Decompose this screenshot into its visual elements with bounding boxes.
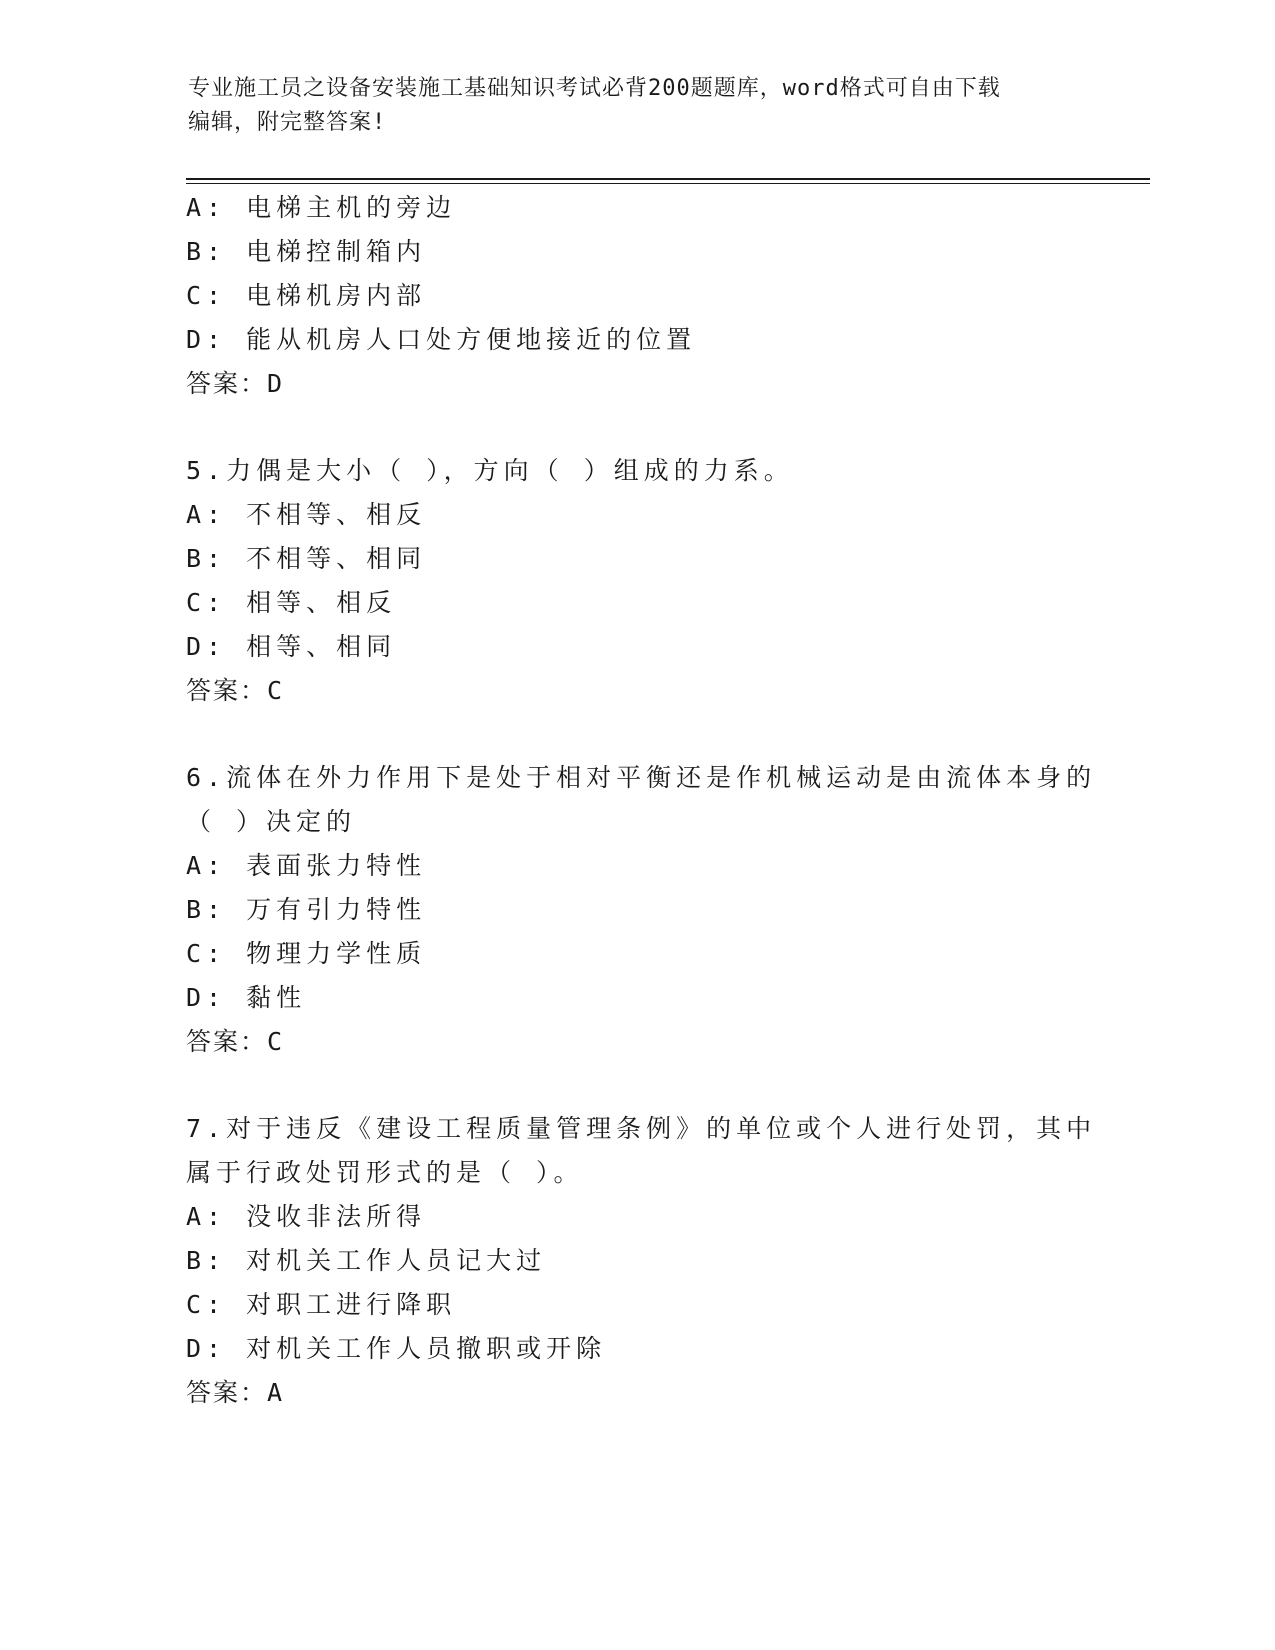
- q4-answer: 答案：D: [186, 369, 285, 398]
- q4-option-a: A: 电梯主机的旁边: [186, 193, 457, 222]
- q6-option-c: C: 物理力学性质: [186, 939, 427, 968]
- q6-stem-line2: （ ）决定的: [186, 807, 357, 836]
- q7-option-a: A: 没收非法所得: [186, 1202, 427, 1231]
- header-rule-thick: [186, 178, 1150, 180]
- q6-answer: 答案：C: [186, 1027, 285, 1056]
- header-rule-thin: [186, 183, 1150, 184]
- q6-stem-line1: 6.流体在外力作用下是处于相对平衡还是作机械运动是由流体本身的: [186, 763, 1097, 792]
- q5-option-d: D: 相等、相同: [186, 632, 397, 661]
- q6-option-d: D: 黏性: [186, 983, 307, 1012]
- q7-option-c: C: 对职工进行降职: [186, 1290, 457, 1319]
- q7-option-d: D: 对机关工作人员撤职或开除: [186, 1334, 607, 1363]
- header-title-line1: 专业施工员之设备安装施工基础知识考试必背200题题库，word格式可自由下载: [188, 76, 1001, 101]
- header-title-line2: 编辑，附完整答案!: [188, 110, 387, 135]
- q7-stem-line1: 7.对于违反《建设工程质量管理条例》的单位或个人进行处罚，其中: [186, 1114, 1097, 1143]
- document-header: [188, 72, 1068, 140]
- q5-option-c: C: 相等、相反: [186, 588, 397, 617]
- q5-option-a: A: 不相等、相反: [186, 500, 427, 529]
- q5-answer: 答案：C: [186, 676, 285, 705]
- q6-option-b: B: 万有引力特性: [186, 895, 427, 924]
- q7-option-b: B: 对机关工作人员记大过: [186, 1246, 547, 1275]
- q5-stem: 5.力偶是大小（ ），方向（ ）组成的力系。: [186, 456, 794, 485]
- q4-option-c: C: 电梯机房内部: [186, 281, 427, 310]
- q6-option-a: A: 表面张力特性: [186, 851, 427, 880]
- q7-answer: 答案：A: [186, 1378, 285, 1407]
- q5-option-b: B: 不相等、相同: [186, 544, 427, 573]
- q7-stem-line2: 属于行政处罚形式的是（ ）。: [186, 1158, 584, 1187]
- q4-option-d: D: 能从机房人口处方便地接近的位置: [186, 325, 697, 354]
- q4-option-b: B: 电梯控制箱内: [186, 237, 427, 266]
